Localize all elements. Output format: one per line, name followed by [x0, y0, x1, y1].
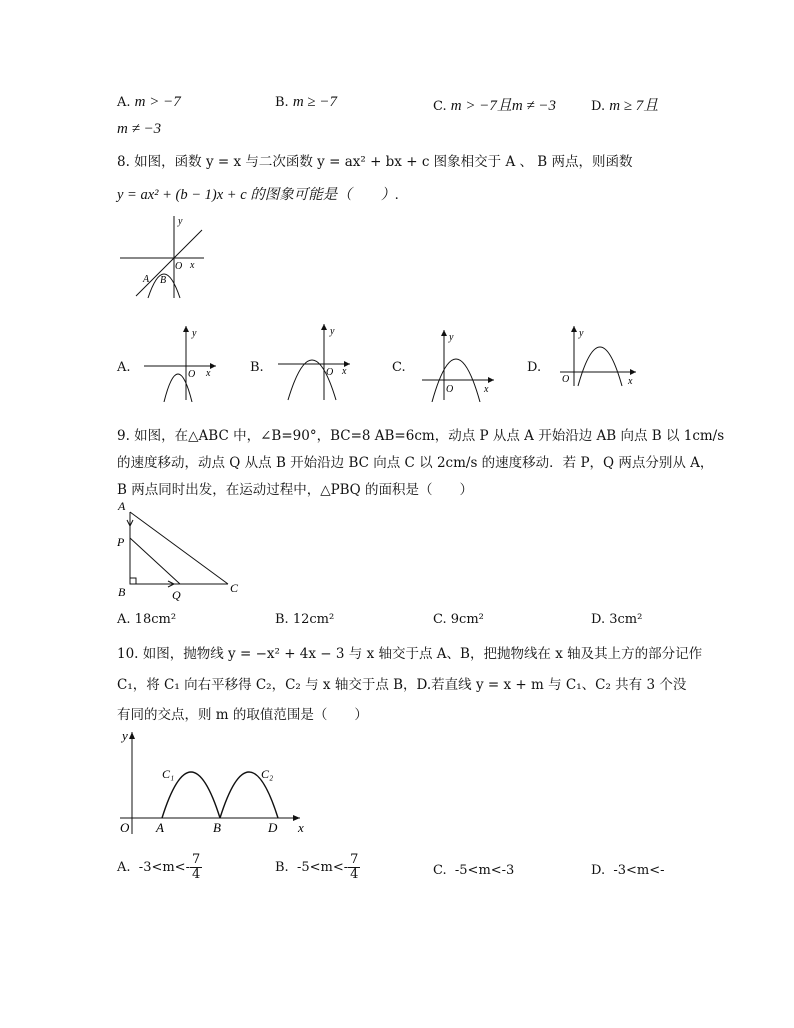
q8-stem-line2: y = ax² + (b − 1)x + c 的图象可能是（ ）.	[117, 187, 399, 203]
q10-option-c[interactable]: C. -5<m<-3	[433, 863, 515, 878]
q8-option-a-label[interactable]: A.	[117, 360, 131, 375]
q10-option-b[interactable]: B. -5<m<- $\frac{7}{4}$	[275, 852, 359, 882]
q8-figure	[118, 210, 208, 300]
q10-option-a[interactable]: A. -3<m<- $\frac{7}{4}$	[117, 852, 201, 882]
q9-segment-pq	[130, 538, 180, 584]
q9-stem-line3: B 两点同时出发，在运动过程中，△PBQ 的面积是（ ）	[117, 482, 473, 498]
q8-b-y: y	[330, 326, 335, 337]
q10-point-d: D	[268, 820, 278, 835]
q7-option-d-wrap: m ≠ −3	[117, 121, 162, 137]
q10-option-b-fraction: $\frac{7}{4}$	[350, 852, 359, 882]
q8-a-o: O	[188, 369, 196, 380]
q9-label-c: C	[230, 581, 239, 595]
q8-option-d-label[interactable]: D.	[527, 360, 542, 375]
q9-option-b[interactable]: B. 12cm²	[275, 612, 335, 627]
q8-option-a-graph[interactable]	[140, 322, 220, 402]
q9-label-a: A	[118, 499, 126, 513]
q9-right-angle	[130, 578, 136, 584]
q8-a-y: y	[192, 328, 197, 339]
q8-fig-point-b: B	[160, 275, 167, 286]
q8-fig-y-label: y	[178, 216, 183, 227]
q10-y-label: y	[122, 728, 128, 743]
q8-d-x: x	[628, 376, 633, 387]
q10-stem-line2: C₁，将 C₁ 向右平移得 C₂，C₂ 与 x 轴交于点 B，D.若直线 y = x + m 与 C₁、C₂ 共有 3 个没	[117, 677, 687, 693]
q8-stem-line1: 8. 如图，函数 y = x 与二次函数 y = ax² + bx + c 图象相交于 A 、 B 两点，则函数	[117, 154, 633, 170]
q10-figure	[116, 726, 312, 838]
q10-point-a: A	[156, 820, 164, 835]
q8-option-c-graph[interactable]	[418, 326, 498, 402]
q10-label-c1: C₁	[162, 767, 175, 781]
q10-stem-line3: 有同的交点，则 m 的取值范围是（ ）	[117, 707, 368, 723]
q8-b-o: O	[326, 367, 334, 378]
q9-option-a[interactable]: A. 18cm²	[117, 612, 177, 627]
q10-stem-line1: 10. 如图，抛物线 y = −x² + 4x − 3 与 x 轴交于点 A、B，把抛物线在 x 轴及其上方的部分记作	[117, 646, 703, 662]
q7-option-d[interactable]: D. m ≥ 7且	[591, 98, 659, 114]
q9-stem-line2: 的速度移动，动点 Q 从点 B 开始沿边 BC 向点 C 以 2cm/s 的速度移动．若 P，Q 两点分别从 A，	[117, 455, 714, 471]
q9-label-p: P	[117, 535, 125, 549]
q8-fig-point-a: A	[143, 274, 150, 285]
q8-fig-origin-label: O	[175, 261, 183, 272]
q9-side-ac	[130, 512, 228, 584]
q7-option-c[interactable]: C. m > −7且m ≠ −3	[433, 98, 557, 114]
q10-label-c2: C₂	[261, 767, 274, 781]
q8-option-b-graph[interactable]	[274, 320, 354, 402]
q8-c-o: O	[446, 384, 454, 395]
q7-option-a[interactable]: A. m > −7	[117, 94, 181, 110]
q8-a-x: x	[206, 368, 211, 379]
q10-point-b: B	[213, 820, 221, 835]
q7-option-b[interactable]: B. m ≥ −7	[275, 94, 338, 110]
q8-b-x: x	[342, 366, 347, 377]
q8-c-x: x	[484, 384, 489, 395]
q8-option-d-graph[interactable]	[556, 322, 642, 388]
q10-option-a-fraction: $\frac{7}{4}$	[191, 852, 201, 882]
q9-option-d[interactable]: D. 3cm²	[591, 612, 643, 627]
q8-option-c-label[interactable]: C.	[392, 360, 406, 375]
q8-d-y: y	[579, 328, 584, 339]
q9-label-q: Q	[172, 588, 181, 602]
q9-label-b: B	[118, 585, 126, 599]
q10-origin-label: O	[120, 820, 130, 835]
q10-x-label: x	[298, 820, 304, 835]
q8-d-o: O	[562, 374, 570, 385]
q9-triangle-figure	[114, 498, 244, 602]
q8-c-y: y	[449, 332, 454, 343]
q8-fig-x-label: x	[190, 260, 195, 271]
q8-option-b-label[interactable]: B.	[250, 360, 264, 375]
q9-stem-line1: 9. 如图，在△ABC 中，∠B=90°，BC=8 AB=6cm，动点 P 从点 A 开始沿边 AB 向点 B 以 1cm/s	[117, 428, 725, 444]
q10-option-d[interactable]: D. -3<m<-	[591, 863, 665, 878]
q9-option-c[interactable]: C. 9cm²	[433, 612, 484, 627]
